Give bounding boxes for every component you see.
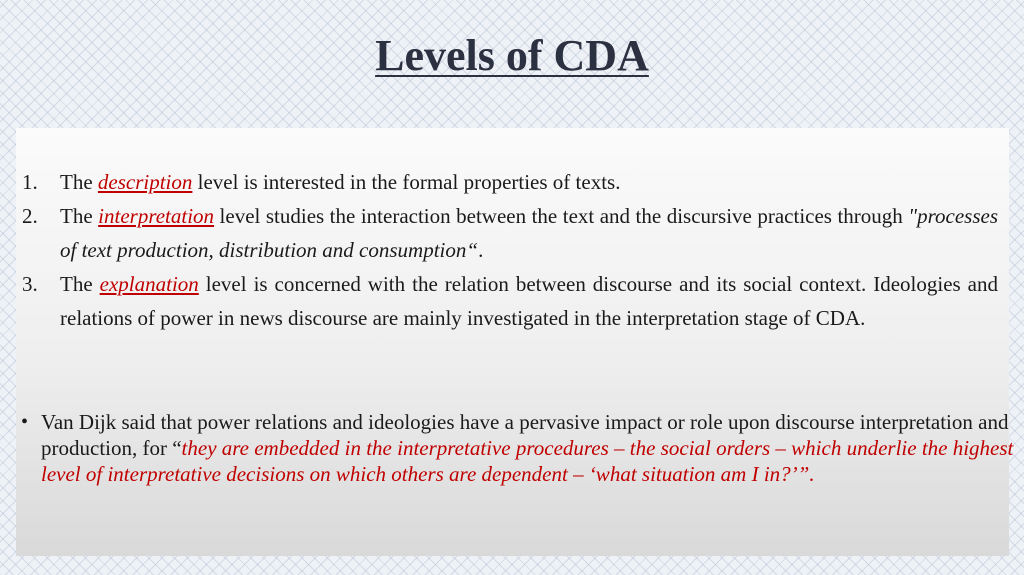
content-panel <box>16 128 1014 556</box>
bullet-quote: they are embedded in the interpretative procedures – the social orders – which underlie the highest level of interpretative decisions on which others are dependent – ‘what situation am I in?’”. <box>41 436 1014 486</box>
item-tail: . <box>478 238 484 262</box>
list-number: 1. <box>22 170 38 194</box>
term-description: description <box>97 170 193 194</box>
term-interpretation: interpretation <box>98 204 215 228</box>
bullet-icon: • <box>21 411 29 433</box>
item-lead: The <box>60 272 100 296</box>
list-number: 2. <box>22 204 38 228</box>
item-text: level studies the interaction between the text and the discursive practices through <box>214 204 909 228</box>
bullet-text: Van Dijk said that power relations and ideologies have a pervasive impact or role upon discourse interpretation and production, for “ <box>41 410 1009 460</box>
item-lead: The <box>60 204 99 228</box>
slide-title: Levels of CDA <box>375 31 649 80</box>
list-item-explanation <box>16 267 998 335</box>
item-text: level is interested in the formal properties of texts. <box>192 170 621 194</box>
item-lead: The <box>60 170 98 194</box>
item-text: level is concerned with the relation between discourse and its social context. Ideologies and relations of power in news discourse are mainly investigated in the interpretation stage of CDA. <box>60 272 998 330</box>
list-item-description <box>16 165 998 199</box>
item-quote: "processes of text production, distribution and consumption“ <box>60 204 998 262</box>
bullet-paragraph <box>16 409 1024 487</box>
term-explanation: explanation <box>99 272 199 296</box>
list-number: 3. <box>22 272 38 296</box>
list-item-interpretation <box>16 199 998 267</box>
numbered-list <box>16 165 998 335</box>
